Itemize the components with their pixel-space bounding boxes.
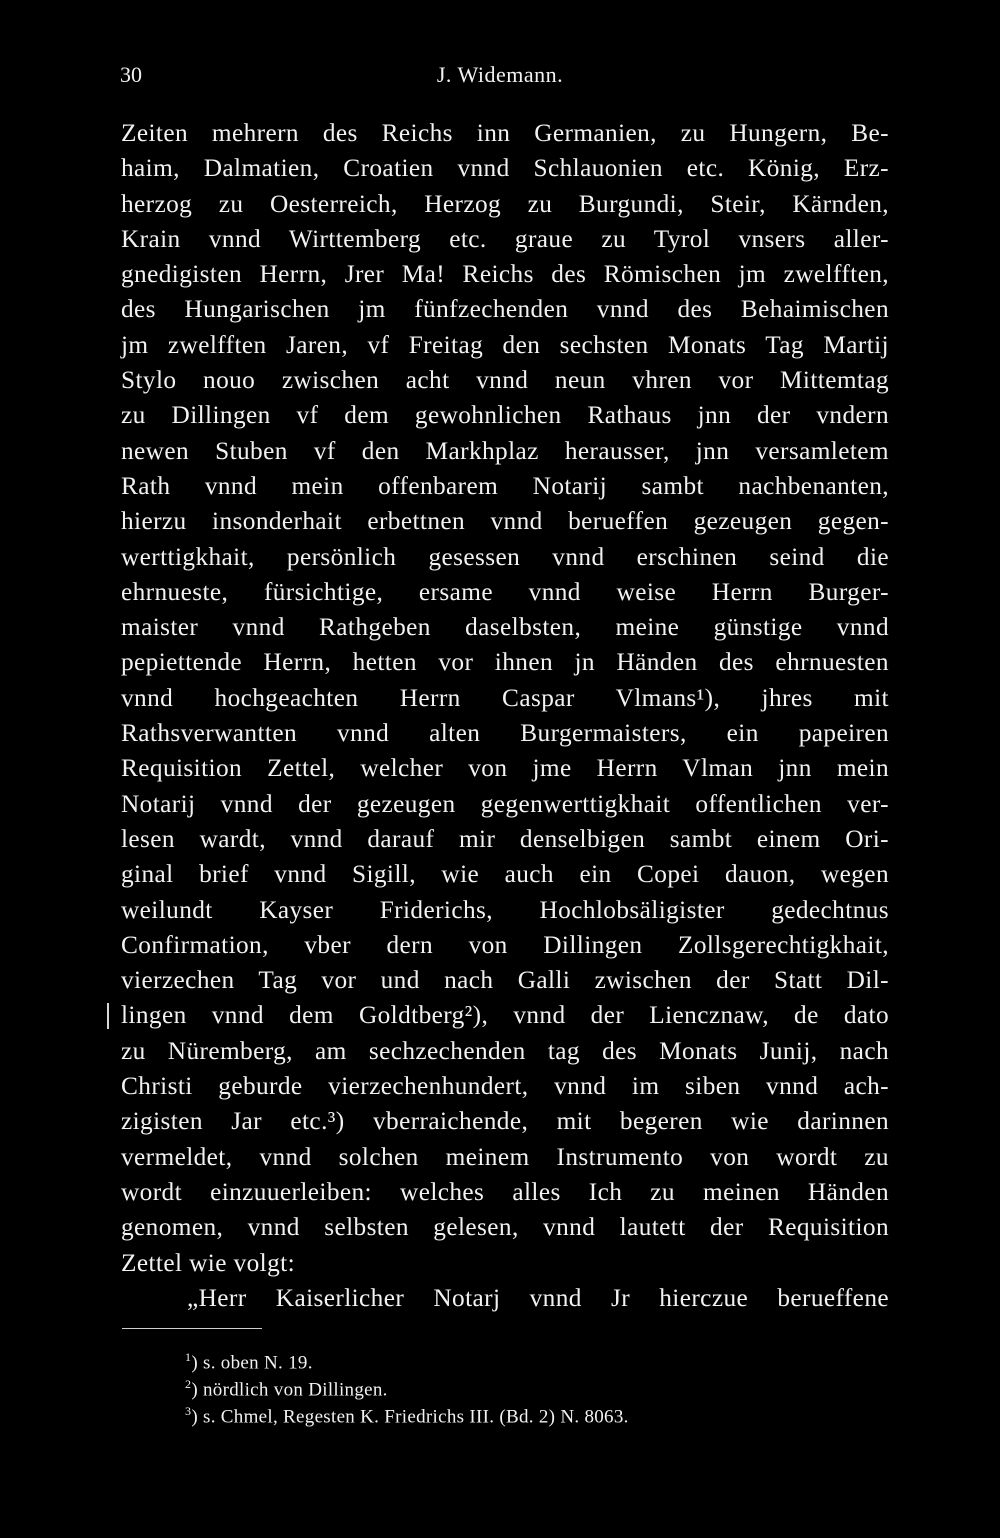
text-line: gnedigisten Herrn, Jrer Ma! Reichs des Römischen jm zwelfften,: [121, 260, 889, 289]
text-line: Stylo nouo zwischen acht vnnd neun vhren vor Mittemtag: [121, 366, 889, 395]
text-line: Rathsverwantten vnnd alten Burgermaisters, ein papeiren: [121, 719, 889, 748]
text-line: Zettel wie volgt:: [121, 1248, 295, 1277]
text-line: des Hungarischen jm fünfzechenden vnnd des Behaimischen: [121, 295, 889, 324]
text-line: zu Dillingen vf dem gewohnlichen Rathaus jnn der vndern: [121, 401, 889, 430]
text-line: zigisten Jar etc.³) vberraichende, mit begeren wie darinnen: [121, 1107, 889, 1136]
text-line: Requisition Zettel, welcher von jme Herrn Vlman jnn mein: [121, 754, 889, 783]
text-line: Zeiten mehrern des Reichs inn Germanien, zu Hungern, Be-: [121, 119, 889, 147]
footnote-mark: 2: [185, 1377, 192, 1391]
text-line: werttigkhait, persönlich gesessen vnnd erschinen seind die: [121, 542, 889, 571]
text-line: Confirmation, vber dern von Dillingen Zollsgerechtigkhait,: [121, 930, 889, 959]
footnote-text: s. Chmel, Regesten K. Friedrichs III. (Bd. 2) N. 8063.: [203, 1406, 629, 1428]
text-line: zu Nüremberg, am sechzechenden tag des Monats Junij, nach: [121, 1036, 889, 1065]
text-line: Rath vnnd mein offenbarem Notarij sambt nachbenanten,: [121, 471, 889, 500]
text-line: weilundt Kayser Friderichs, Hochlobsäligister gedechtnus: [121, 895, 889, 924]
text-line: vierzechen Tag vor und nach Galli zwischen der Statt Dil-: [121, 966, 889, 995]
text-line: wordt einzuuerleiben: welches alles Ich zu meinen Händen: [121, 1177, 889, 1206]
text-line: vnnd hochgeachten Herrn Caspar Vlmans¹), jhres mit: [121, 683, 889, 712]
text-line: Christi geburde vierzechenhundert, vnnd im siben vnnd ach-: [121, 1072, 889, 1101]
footnotes: [185, 1344, 629, 1428]
text-line: haim, Dalmatien, Croatien vnnd Schlauonien etc. König, Erz-: [121, 154, 889, 183]
text-line: „Herr Kaiserlicher Notarj vnnd Jr hierczue berueffene: [187, 1283, 889, 1312]
text-line: ginal brief vnnd Sigill, wie auch ein Copei dauon, wegen: [121, 860, 889, 889]
page-header: [120, 62, 880, 98]
text-line: maister vnnd Rathgeben daselbsten, meine günstige vnnd: [121, 613, 889, 642]
text-line: newen Stuben vf den Markhplaz herausser, jnn versamletem: [121, 436, 889, 465]
text-line: hierzu insonderhait erbettnen vnnd berueffen gezeugen gegen-: [121, 507, 889, 536]
footnote-rule: [122, 1328, 262, 1329]
footnote: $^2$) nördlich von Dillingen.: [185, 1377, 388, 1401]
text-line: Notarij vnnd der gezeugen gegenwerttigkhait offentlichen ver-: [121, 789, 889, 818]
footnote-mark: 1: [185, 1350, 192, 1364]
footnote-text: s. oben N. 19.: [203, 1352, 313, 1374]
text-line: herzog zu Oesterreich, Herzog zu Burgundi, Steir, Kärnden,: [121, 189, 889, 218]
body-text: [121, 116, 889, 1316]
margin-mark: [107, 1003, 109, 1029]
text-line: Krain vnnd Wirttemberg etc. graue zu Tyrol vnsers aller-: [121, 224, 889, 253]
page-number: 30: [120, 62, 142, 87]
running-head: J. Widemann.: [436, 62, 564, 87]
text-line: pepiettende Herrn, hetten vor ihnen jn Händen des ehrnuesten: [121, 648, 889, 677]
text-line: vermeldet, vnnd solchen meinem Instrumento von wordt zu: [121, 1142, 889, 1171]
text-line: ehrnueste, fürsichtige, ersame vnnd weise Herrn Burger-: [121, 577, 889, 606]
footnote: $^1$) s. oben N. 19.: [185, 1350, 313, 1374]
text-line: jm zwelfften Jaren, vf Freitag den sechsten Monats Tag Martij: [121, 330, 889, 359]
text-line: genomen, vnnd selbsten gelesen, vnnd lautett der Requisition: [121, 1213, 889, 1242]
footnote-text: nördlich von Dillingen.: [203, 1379, 388, 1401]
footnote: $^3$) s. Chmel, Regesten K. Friedrichs III. (Bd. 2) N. 8063.: [185, 1404, 629, 1428]
text-line: lingen vnnd dem Goldtberg²), vnnd der Liencznaw, de dato: [121, 1001, 889, 1030]
footnote-mark: 3: [185, 1404, 192, 1418]
text-line: lesen wardt, vnnd darauf mir denselbigen sambt einem Ori-: [121, 824, 889, 853]
